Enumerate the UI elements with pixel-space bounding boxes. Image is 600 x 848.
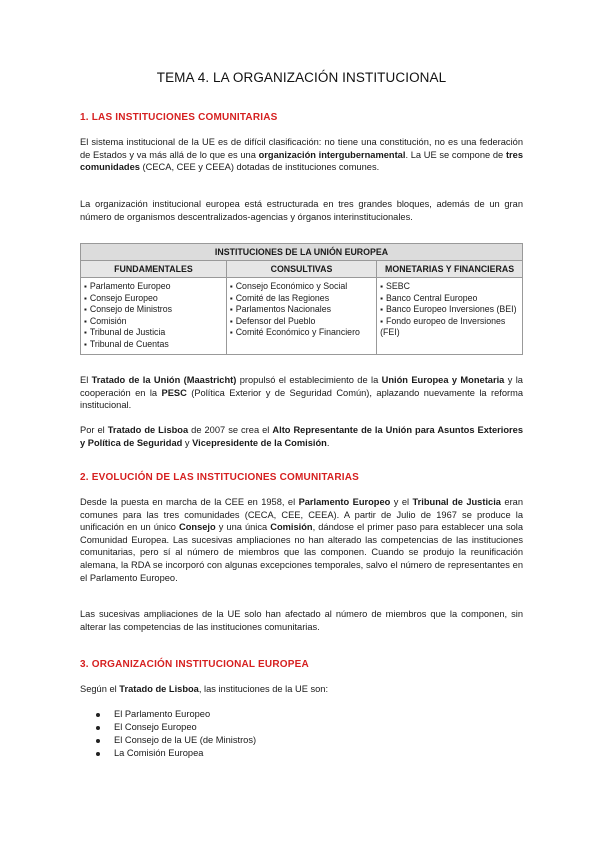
section-2-heading: 2. EVOLUCIÓN DE LAS INSTITUCIONES COMUNITARIAS <box>80 472 360 483</box>
text-span: y el <box>390 497 413 507</box>
text-span: Desde la puesta en marcha de la CEE en 1958, el <box>80 497 299 507</box>
section-1-paragraph-1 <box>80 136 523 174</box>
list-item: ▪ SEBC <box>380 281 520 293</box>
column-consultivas <box>226 278 376 355</box>
text-span: y una única <box>215 522 271 533</box>
text-span: propulsó el establecimiento de la <box>236 375 382 385</box>
list-item: ▪ Consejo Económico y Social <box>230 281 374 293</box>
column-fundamentales <box>81 278 227 355</box>
text-span: (Política Exterior y de Seguridad Común), aplazando nuevamente la reforma institucional. <box>80 387 524 411</box>
column-header-consultivas: CONSULTIVAS <box>226 261 376 278</box>
table-caption: INSTITUCIONES DE LA UNIÓN EUROPEA <box>81 244 523 261</box>
bold-text: Tribunal de Justicia <box>412 497 501 507</box>
text-span: de 2007 se crea el <box>188 425 273 435</box>
text-span: El <box>80 375 92 385</box>
text-span: (CECA, CEE y CEEA) dotadas de instituciones comunes. <box>139 162 380 173</box>
section-1-paragraph-3 <box>80 374 523 412</box>
text-span: y la cooperación en la <box>80 375 523 398</box>
text-span: , dándose el primer paso para establecer una sola Comunidad Europea. Las sucesivas ampliaciones no han alterado las competencias de las instituciones comunitarias, pero sí al número de miembros que las componen. Cuando se produjo la reunificación alemana, la RDA se incorporó con algunas excepciones temporales, salvo el número de representantes en el Parlamento Europeo. <box>80 522 523 583</box>
list-item: El Consejo Europeo <box>96 721 256 734</box>
bold-text: tres comunidades <box>80 149 523 173</box>
section-1-paragraph-2 <box>80 198 523 223</box>
text-span: La organización institucional europea está estructurada en tres grandes bloques, además de un gran número de organismos descentralizados-agencias y órganos interinstitucionales. <box>80 199 523 222</box>
list-item: ▪ Consejo Europeo <box>84 293 224 305</box>
text-span: eran comunes para las tres comunidades (CECA, CEE, CEEA). A partir de Julio de 1967 se produce la unificación en un único <box>80 497 523 533</box>
institutions-table <box>80 243 523 355</box>
bold-text: Unión Europea y Monetaria <box>381 375 505 385</box>
text-span: . <box>326 437 330 448</box>
section-3-paragraph-1 <box>80 683 523 696</box>
list-item: ▪ Defensor del Pueblo <box>230 316 374 328</box>
text-span: . La UE se compone de <box>405 149 506 160</box>
list-item: El Parlamento Europeo <box>96 708 256 721</box>
list-item: ▪ Parlamentos Nacionales <box>230 304 374 316</box>
list-item: El Consejo de la UE (de Ministros) <box>96 734 256 747</box>
section-1-paragraph-4 <box>80 424 523 449</box>
text-span: Por el <box>80 425 108 435</box>
bold-text: Vicepresidente de la Comisión <box>192 437 327 448</box>
text-span: y <box>182 437 193 448</box>
institutions-bullet-list <box>96 708 256 760</box>
bold-text: Tratado de Lisboa <box>107 425 189 435</box>
column-header-monetarias: MONETARIAS Y FINANCIERAS <box>377 261 523 278</box>
bold-text: Parlamento Europeo <box>298 497 391 507</box>
bold-text: Tratado de Lisboa <box>119 684 199 694</box>
text-span: Las sucesivas ampliaciones de la UE solo han afectado al número de miembros que la componen, sin alterar las competencias de las instituciones comunitarias. <box>80 609 523 632</box>
bold-text: Consejo <box>179 522 216 533</box>
bold-text: Comisión <box>270 522 313 533</box>
list-item: ▪ Comisión <box>84 316 224 328</box>
list-item: La Comisión Europea <box>96 747 256 760</box>
column-header-fundamentales: FUNDAMENTALES <box>81 261 227 278</box>
section-2-paragraph-1 <box>80 496 523 584</box>
section-2-paragraph-2 <box>80 608 523 633</box>
list-item: ▪ Comité Económico y Financiero <box>230 327 374 339</box>
text-span: El sistema institucional de la UE es de difícil clasificación: no tiene una constitución, no es una federación de Estados y va más allá de lo que es una <box>80 137 523 160</box>
list-item: ▪ Banco Europeo Inversiones (BEI) <box>380 304 520 316</box>
section-3-heading: 3. ORGANIZACIÓN INSTITUCIONAL EUROPEA <box>80 659 309 670</box>
list-item: ▪ Comité de las Regiones <box>230 293 374 305</box>
bold-text: organización intergubernamental <box>258 149 406 160</box>
list-item: ▪ Consejo de Ministros <box>84 304 224 316</box>
column-monetarias <box>377 278 523 355</box>
text-span: , las instituciones de la UE son: <box>198 684 329 694</box>
text-span: Según el <box>80 684 120 694</box>
list-item: ▪ Banco Central Europeo <box>380 293 520 305</box>
document-title: TEMA 4. LA ORGANIZACIÓN INSTITUCIONAL <box>156 70 447 85</box>
bold-text: Alto Representante de la Unión para Asuntos Exteriores y Política de Seguridad <box>80 425 524 448</box>
list-item: ▪ Fondo europeo de Inversiones (FEI) <box>380 316 520 338</box>
list-item: ▪ Parlamento Europeo <box>84 281 224 293</box>
bold-text: Tratado de la Unión (Maastricht) <box>91 375 237 385</box>
list-item: ▪ Tribunal de Cuentas <box>84 339 224 351</box>
bold-text: PESC <box>161 387 187 398</box>
section-1-heading: 1. LAS INSTITUCIONES COMUNITARIAS <box>80 112 278 123</box>
list-item: ▪ Tribunal de Justicia <box>84 327 224 339</box>
